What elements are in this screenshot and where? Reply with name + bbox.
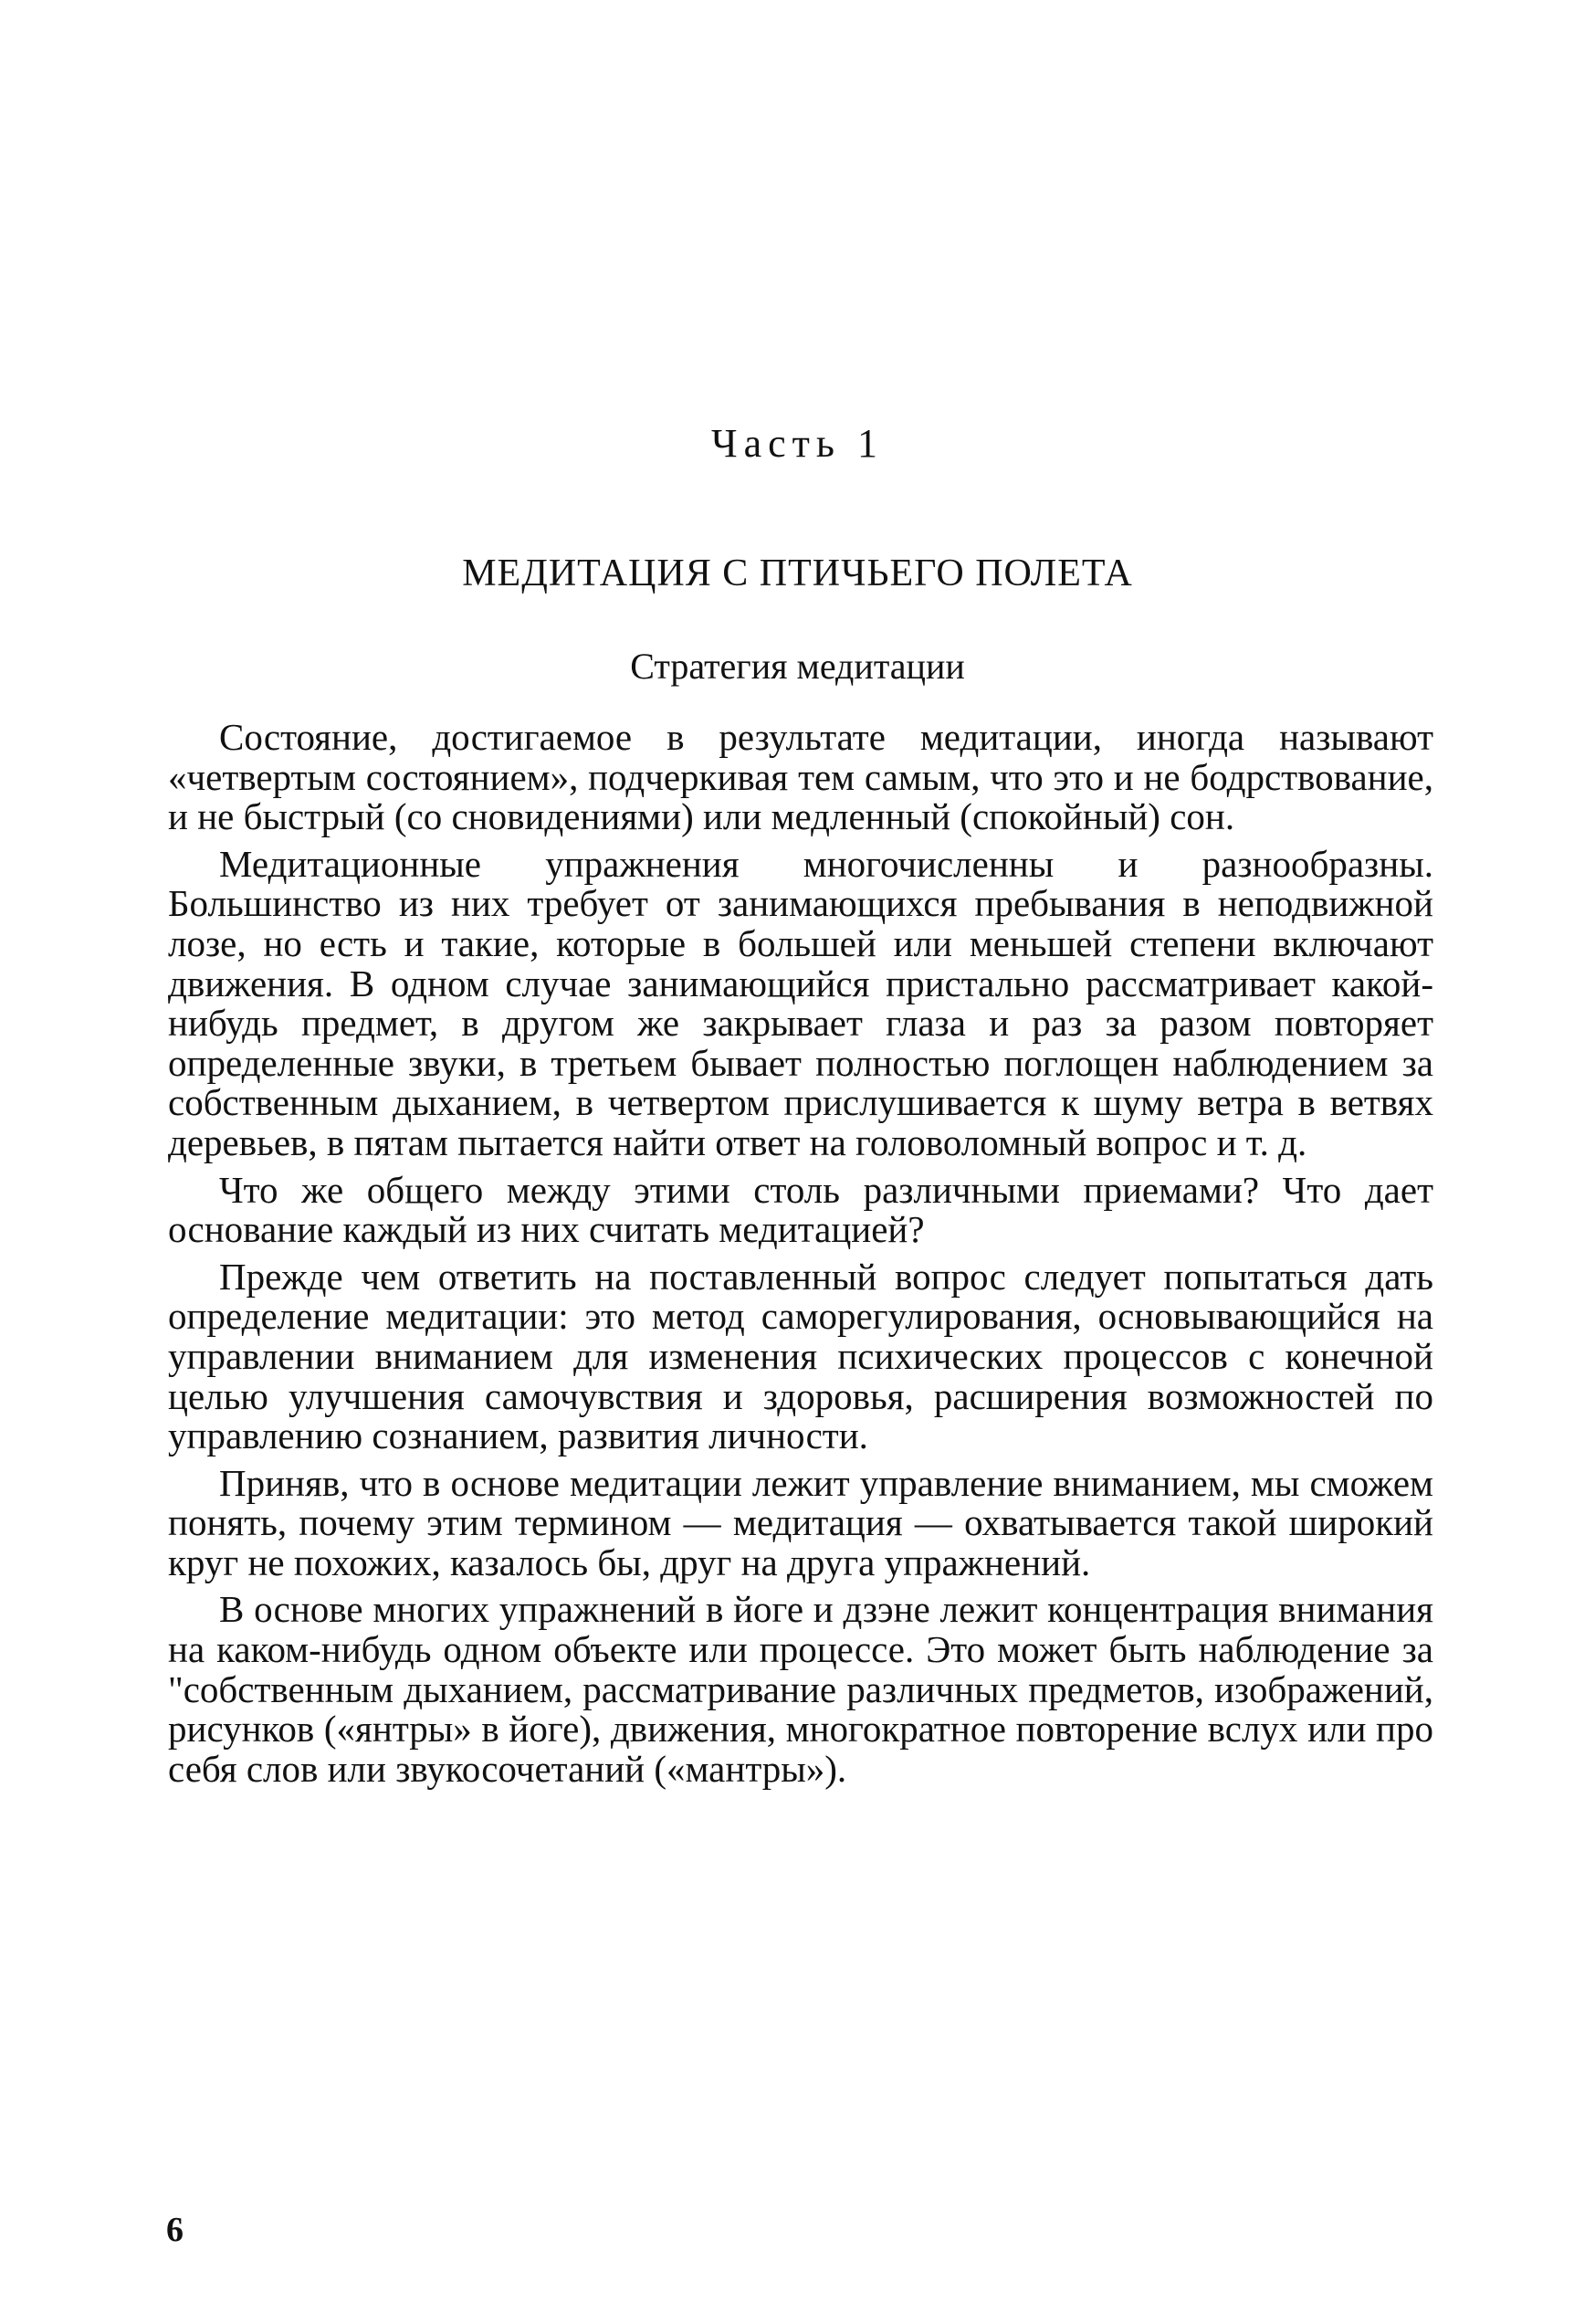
part-label: Часть 1	[711, 421, 884, 466]
paragraph: Приняв, что в основе медитации лежит управление вниманием, мы сможем понять, почему этим термином — медитация — охватывается такой широкий круг не похожих, казалось бы, друг на друга упражнений.	[168, 1461, 1433, 1583]
paragraph: Что же общего между этими столь различными приемами? Что дает основание каждый из них считать медитацией?	[168, 1168, 1433, 1251]
section-title: Стратегия медитации	[630, 646, 965, 687]
chapter-title: МЕДИТАЦИЯ С ПТИЧЬЕГО ПОЛЕТА	[462, 552, 1133, 594]
page-number: 6	[166, 2211, 184, 2249]
paragraph: Состояние, достигаемое в результате медитации, иногда называют «четвертым состоянием», подчеркивая тем самым, что это и не бодрствование, и не быстрый (со сновидениями) или медленный (спокойный) сон.	[168, 716, 1433, 838]
body-text	[168, 718, 1433, 1796]
paragraph: Прежде чем ответить на поставленный вопрос следует попытаться дать определение медитации: это метод саморегулирования, основывающийся на управлении вниманием для изменения психических процессов с конечной целью улучшения самочувствия и здоровья, расширения возможностей по управлению сознанием, развития личности.	[168, 1255, 1433, 1457]
paragraph: В основе многих упражнений в йоге и дзэне лежит концентрация внимания на каком-нибудь одном объекте или процессе. Это может быть наблюдение за "собственным дыханием, рассматривание различных предметов, изображений, рисунков («янтры» в йоге), движения, многократное повторение вслух или про себя слов или звукосочетаний («мантры»).	[168, 1588, 1433, 1790]
paragraph: Медитационные упражнения многочисленны и разнообразны. Большинство из них требует от занимающихся пребывания в неподвижной лозе, но есть и такие, которые в большей или меньшей степени включают движения. В одном случае занимающийся пристально рассматривает какой-нибудь предмет, в другом же закрывает глаза и раз за разом повторяет определенные звуки, в третьем бывает полностью поглощен наблюдением за собственным дыханием, в четвертом прислушивается к шуму ветра в ветвях деревьев, в пятам пытается найти ответ на головоломный вопрос и т. д.	[168, 842, 1433, 1163]
